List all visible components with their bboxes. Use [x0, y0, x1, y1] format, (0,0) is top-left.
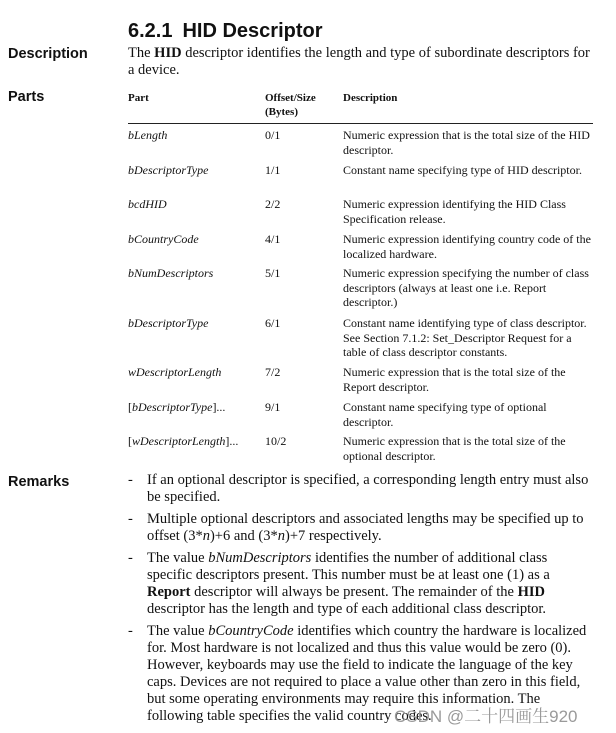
row-offset: 0/1 [265, 128, 281, 142]
header-offset: Offset/Size (Bytes) [265, 92, 316, 118]
row-part: bNumDescriptors [128, 266, 214, 280]
remark-text: The value bCountryCode identifies which country the hardware is localized for. Most hardware is not localized and thus this value would be zero (0). However, keyboards may use the field to indicate the language of the key caps. Devices are not required to place a value other than zero in this field, but some operating environments may require this information. The following table specifies the valid country codes. [147, 623, 587, 724]
row-description: Numeric expression specifying the number of class descriptors (always at least one i.e. Report descriptor.) [343, 266, 589, 309]
description-label: Description [8, 46, 88, 62]
parts-table [128, 89, 593, 463]
description-text-bold: HID [154, 45, 182, 61]
remark-item [128, 550, 593, 618]
header-description: Description [343, 92, 398, 104]
row-offset: 9/1 [265, 400, 281, 414]
bracket-close: ]... [212, 400, 226, 414]
row-part: bDescriptorType [128, 163, 209, 177]
bracket-open: [ [128, 400, 132, 414]
remark-item [128, 511, 593, 545]
row-offset: 4/1 [265, 232, 281, 246]
remarks-label: Remarks [8, 474, 70, 490]
row-description: Constant name specifying type of optional descriptor. [343, 400, 547, 429]
row-part: bCountryCode [128, 232, 199, 246]
row-description: Numeric expression that is the total size of the HID descriptor. [343, 128, 590, 157]
row-offset: 7/2 [265, 365, 281, 379]
row-part: bLength [128, 128, 168, 142]
parts-label: Parts [8, 89, 45, 105]
table-header [128, 89, 593, 124]
part-name: wDescriptorLength [132, 434, 226, 448]
row-part: bDescriptorType [128, 316, 209, 330]
row-offset: 5/1 [265, 266, 281, 280]
part-name: bDescriptorType [132, 400, 213, 414]
remark-text: Multiple optional descriptors and associated lengths may be specified up to offset (3*n)+6 and (3*n)+7 respectively. [147, 511, 584, 544]
header-part: Part [128, 92, 149, 104]
row-part [128, 400, 225, 415]
bullet-marker: - [128, 550, 133, 566]
remark-text: If an optional descriptor is specified, a corresponding length entry must also be specified. [147, 472, 589, 505]
remarks-list [128, 472, 593, 730]
description-text-pre: The [128, 45, 155, 61]
description-paragraph [128, 45, 598, 79]
bullet-marker: - [128, 472, 133, 488]
row-part: bcdHID [128, 197, 167, 211]
row-part: wDescriptorLength [128, 365, 222, 379]
bullet-marker: - [128, 511, 133, 527]
row-offset: 2/2 [265, 197, 281, 211]
remark-item [128, 472, 593, 506]
bracket-open: [ [128, 434, 132, 448]
row-description: Constant name specifying type of HID descriptor. [343, 163, 582, 177]
row-offset: 10/2 [265, 434, 287, 448]
row-description: Numeric expression that is the total size of the Report descriptor. [343, 365, 566, 394]
bracket-close: ]... [225, 434, 239, 448]
watermark: CSDN @二十四画生920 [394, 707, 578, 726]
remark-text: The value bNumDescriptors identifies the number of additional class specific descriptors present. This number must be at least one (1) as a Report descriptor will always be present. The remainder of the HID descriptor has the length and type of each additional class descriptor. [147, 550, 550, 617]
bullet-marker: - [128, 623, 133, 639]
row-description: Constant name identifying type of class descriptor. See Section 7.1.2: Set_Descriptor Request for a table of class descriptor constants. [343, 316, 587, 359]
row-description: Numeric expression identifying the HID Class Specification release. [343, 197, 566, 226]
row-offset: 6/1 [265, 316, 281, 330]
section-number: 6.2.1 [128, 20, 173, 42]
row-offset: 1/1 [265, 163, 281, 177]
row-part [128, 434, 238, 449]
description-text-post: descriptor identifies the length and type of subordinate descriptors for a device. [128, 45, 590, 78]
section-title [128, 20, 323, 43]
row-description: Numeric expression that is the total size of the optional descriptor. [343, 434, 566, 463]
row-description: Numeric expression identifying country code of the localized hardware. [343, 232, 591, 261]
section-title-text: HID Descriptor [182, 20, 323, 42]
